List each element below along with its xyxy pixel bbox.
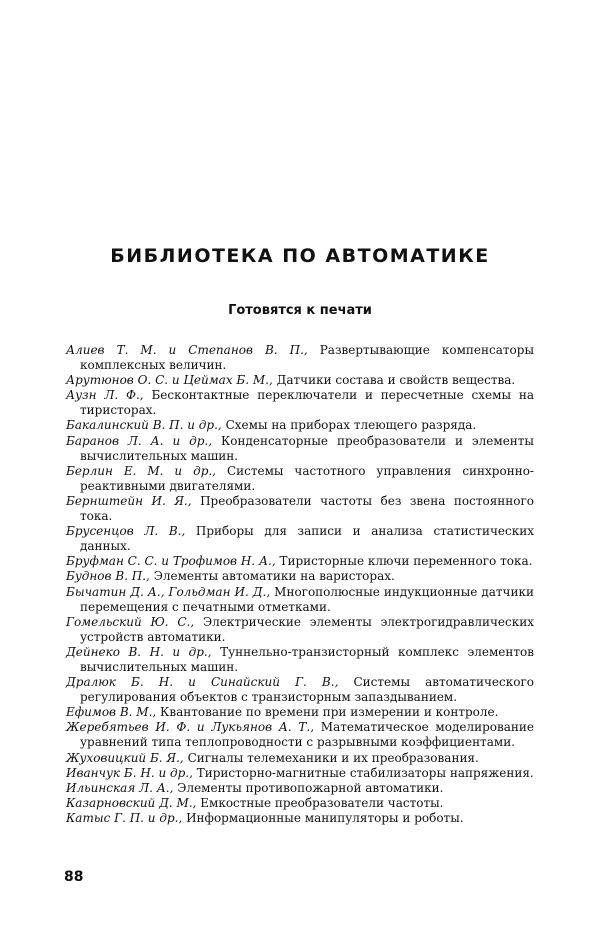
- entry-title: Системы автоматического регулирования объектов с транзисторным запаздыванием.: [80, 675, 534, 705]
- entry-title: Системы частотного управления синхронно-реактивными двигателями.: [80, 463, 534, 493]
- bibliography-entry: [66, 585, 534, 615]
- entry-title: Развертывающие компенсаторы комплексных величин.: [80, 343, 534, 373]
- entry-title: Электрические элементы электрогидравлических устройств автоматики.: [80, 614, 534, 644]
- bibliography-entry: [66, 388, 534, 418]
- entry-author: Буднов В. П.,: [66, 569, 150, 584]
- series-title: БИБЛИОТЕКА ПО АВТОМАТИКЕ: [110, 245, 490, 267]
- entry-title: Сигналы телемеханики и их преобразования.: [187, 750, 479, 765]
- entry-author: Бакалинский В. П. и др.,: [66, 418, 222, 433]
- entry-title: Тиристорно-магнитные стабилизаторы напряжения.: [196, 765, 534, 780]
- entry-title: Элементы противопожарной автоматики.: [177, 780, 444, 795]
- entry-author: Арутюнов О. С. и Цеймах Б. М.,: [66, 373, 273, 388]
- bibliography-list: [66, 343, 534, 826]
- entry-author: Бычатин Д. А., Гольдман И. Д.,: [66, 584, 271, 599]
- bibliography-entry: [66, 524, 534, 554]
- entry-author: Жеребятьев И. Ф. и Лукьянов А. Т.,: [66, 720, 315, 735]
- entry-title: Схемы на приборах тлеющего разряда.: [225, 418, 477, 433]
- bibliography-entry: [66, 554, 534, 569]
- entry-title: Туннельно-транзисторный комплекс элементов вычислительных машин.: [80, 644, 534, 674]
- entry-author: Иванчук Б. Н. и др.,: [66, 765, 193, 780]
- entry-title: Квантование по времени при измерении и контроле.: [160, 705, 499, 720]
- bibliography-entry: [66, 645, 534, 675]
- entry-author: Казарновский Д. М.,: [66, 795, 197, 810]
- entry-author: Дейнеко В. Н. и др.,: [66, 644, 212, 659]
- entry-author: Дралюк Б. Н. и Синайский Г. В.,: [66, 675, 339, 690]
- entry-title: Тиристорные ключи переменного тока.: [279, 554, 533, 569]
- entry-title: Емкостные преобразователи частоты.: [200, 795, 444, 810]
- bibliography-entry: [66, 766, 534, 781]
- bibliography-entry: [66, 615, 534, 645]
- entry-title: Приборы для записи и анализа статистических данных.: [80, 524, 534, 554]
- section-subtitle: Готовятся к печати: [228, 303, 372, 318]
- entry-title: Математическое моделирование уравнений типа теплопроводности с разрывными коэффициентами.: [80, 720, 534, 750]
- entry-author: Ильинская Л. А.,: [66, 780, 174, 795]
- bibliography-entry: [66, 751, 534, 766]
- bibliography-entry: [66, 720, 534, 750]
- bibliography-entry: [66, 343, 534, 373]
- bibliography-entry: [66, 675, 534, 705]
- entry-title: Многополюсные индукционные датчики перемещения с печатными отметками.: [80, 584, 534, 614]
- entry-author: Ефимов В. М.,: [66, 705, 157, 720]
- entry-author: Алиев Т. М. и Степанов В. П.,: [66, 343, 308, 357]
- page-number: 88: [64, 869, 84, 885]
- entry-author: Гомельский Ю. С.,: [66, 614, 195, 629]
- entry-author: Бернштейн И. Я.,: [66, 493, 192, 508]
- entry-title: Бесконтактные переключатели и пересчетные схемы на тиристорах.: [80, 388, 534, 418]
- entry-author: Баранов Л. А. и др.,: [66, 433, 213, 448]
- bibliography-entry: [66, 418, 534, 433]
- entry-title: Преобразователи частоты без звена постоянного тока.: [80, 493, 535, 524]
- entry-author: Жуховицкий Б. Я.,: [66, 750, 184, 765]
- entry-title: Информационные манипуляторы и роботы.: [186, 810, 464, 825]
- bibliography-entry: [66, 464, 534, 494]
- entry-title: Конденсаторные преобразователи и элементы вычислительных машин.: [80, 433, 534, 463]
- bibliography-entry: [66, 705, 534, 720]
- bibliography-entry: [66, 373, 534, 388]
- bibliography-entry: [66, 494, 534, 524]
- entry-title: Датчики состава и свойств вещества.: [276, 373, 516, 388]
- bibliography-entry: [66, 781, 534, 796]
- entry-author: Аузн Л. Ф.,: [66, 388, 144, 403]
- bibliography-entry: [66, 569, 534, 584]
- bibliography-entry: [66, 434, 534, 464]
- entry-author: Брусенцов Л. В.,: [66, 524, 186, 539]
- bibliography-entry: [66, 811, 534, 826]
- entry-title: Элементы автоматики на варисторах.: [153, 569, 395, 584]
- entry-author: Катыс Г. П. и др.,: [66, 810, 183, 825]
- entry-author: Берлин Е. М. и др.,: [66, 463, 216, 478]
- bibliography-entry: [66, 796, 534, 811]
- entry-author: Бруфман С. С. и Трофимов Н. А.,: [66, 554, 276, 569]
